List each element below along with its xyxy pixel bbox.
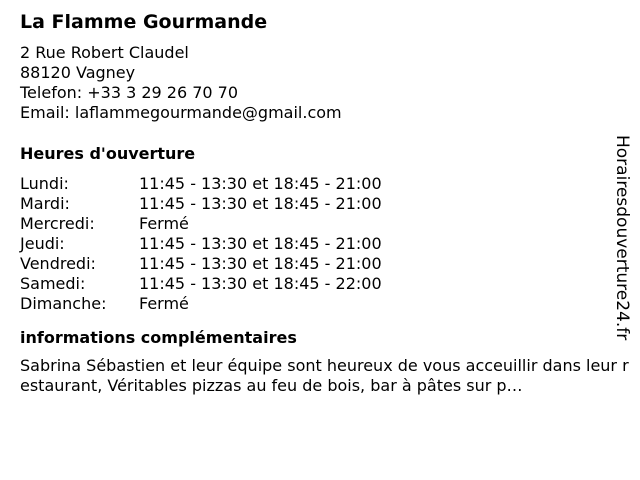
hours-row-friday	[20, 254, 620, 274]
time-range: 11:45 - 13:30 et 18:45 - 21:00	[139, 194, 382, 213]
phone-line: Telefon: +33 3 29 26 70 70	[20, 83, 239, 102]
email-line: Email: laflammegourmande@gmail.com	[20, 103, 342, 122]
time-range: 11:45 - 13:30 et 18:45 - 22:00	[139, 274, 382, 293]
hours-row-saturday	[20, 274, 620, 294]
business-name: La Flamme Gourmande	[20, 11, 268, 33]
hours-row-tuesday	[20, 194, 620, 214]
time-range: 11:45 - 13:30 et 18:45 - 21:00	[139, 254, 382, 273]
info-title: informations complémentaires	[20, 328, 297, 347]
watermark-text: Horairesdouverture24.fr	[612, 135, 632, 341]
hours-row-wednesday	[20, 214, 620, 234]
day-label: Mardi:	[20, 194, 70, 213]
address-block	[20, 43, 620, 123]
hours-table	[20, 174, 620, 314]
day-label: Mercredi:	[20, 214, 95, 233]
time-range: 11:45 - 13:30 et 18:45 - 21:00	[139, 234, 382, 253]
day-label: Jeudi:	[20, 234, 65, 253]
postal-city: 88120 Vagney	[20, 63, 136, 82]
hours-row-thursday	[20, 234, 620, 254]
day-label: Dimanche:	[20, 294, 107, 313]
day-label: Lundi:	[20, 174, 69, 193]
hours-row-sunday	[20, 294, 620, 314]
time-range: Fermé	[139, 294, 189, 313]
time-range: 11:45 - 13:30 et 18:45 - 21:00	[139, 174, 382, 193]
street-address: 2 Rue Robert Claudel	[20, 43, 189, 62]
day-label: Vendredi:	[20, 254, 96, 273]
site-watermark	[607, 135, 637, 345]
hours-row-monday	[20, 174, 620, 194]
day-label: Samedi:	[20, 274, 86, 293]
time-range: Fermé	[139, 214, 189, 233]
hours-title: Heures d'ouverture	[20, 144, 196, 163]
info-description: Sabrina Sébastien et leur équipe sont heureux de vous acceuillir dans leur restaurant, Véritables pizzas au feu de bois, bar à pâtes sur p…	[20, 356, 629, 395]
